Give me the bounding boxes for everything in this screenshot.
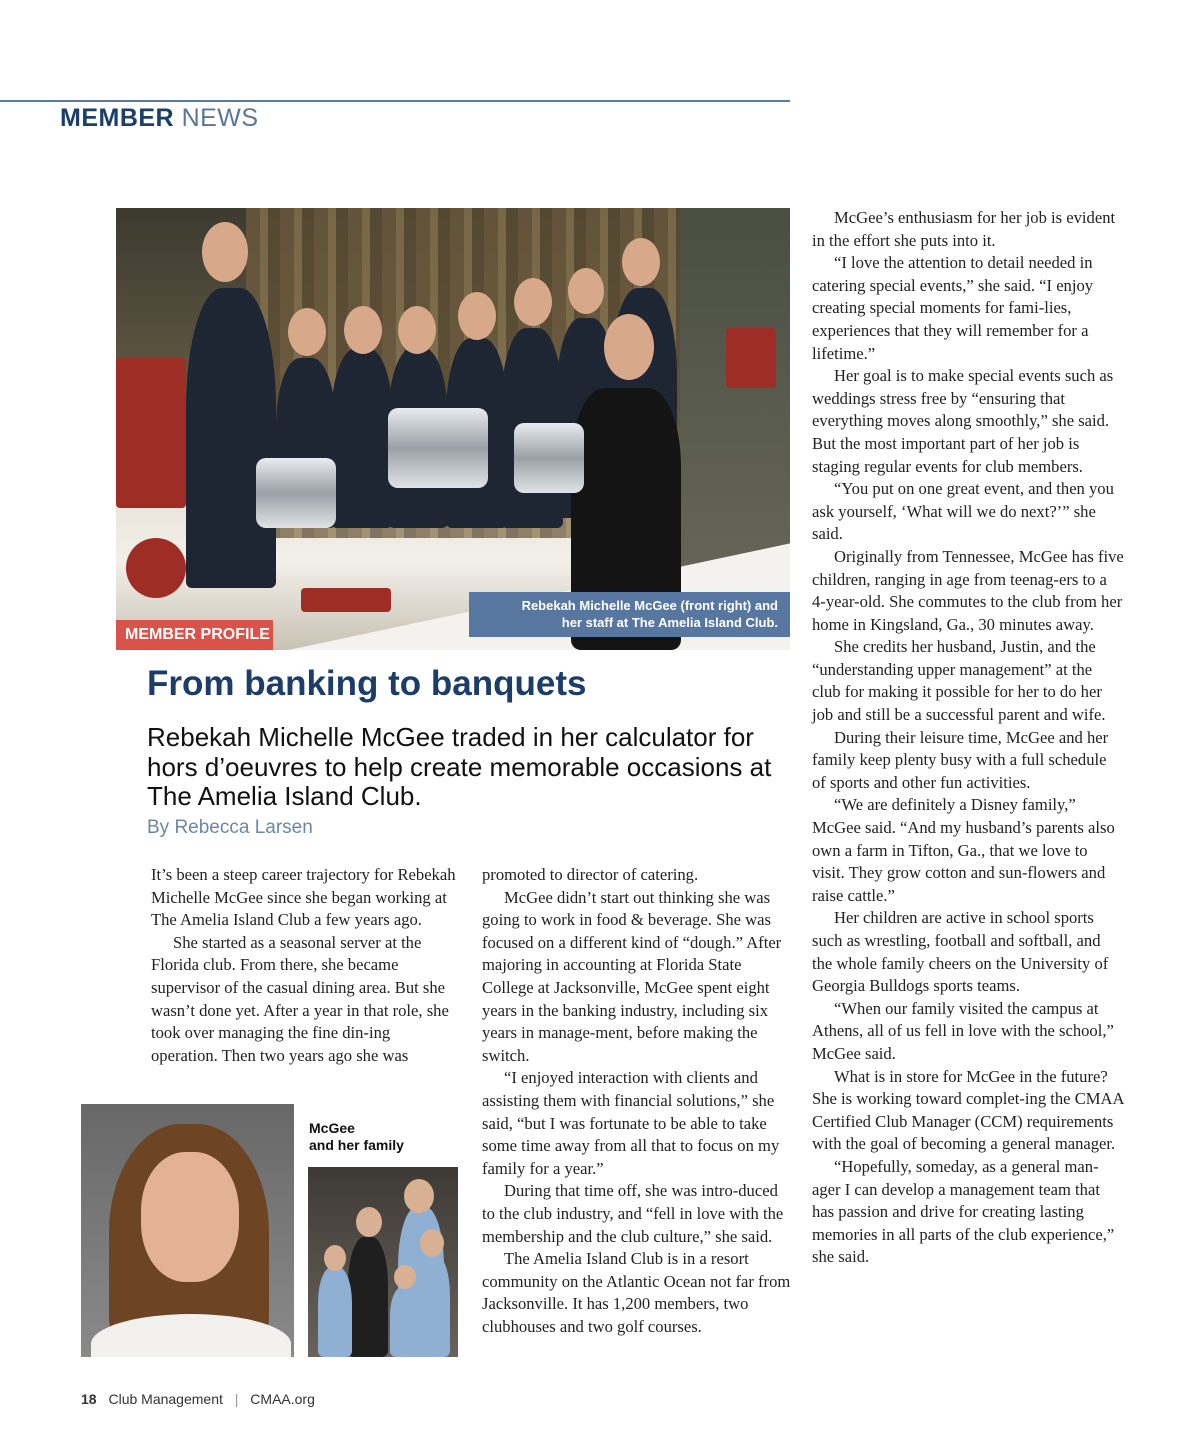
top-rule	[0, 100, 790, 102]
paragraph: She credits her husband, Justin, and the “understanding upper management” at the club for making it possible for her to do her job and still be a successful parent and wife.	[812, 637, 1106, 725]
paragraph: She started as a seasonal server at the Florida club. From there, she became supervisor of the casual dining area. But she wasn’t done yet. After a year in that role, she took over managing the fine din-ing operation. Then two years ago she was	[151, 932, 449, 1065]
hero-photo	[116, 208, 790, 650]
hero-face	[514, 278, 552, 326]
paragraph: promoted to director of catering.	[482, 865, 699, 884]
hero-decoration	[726, 328, 776, 388]
hero-face	[458, 292, 496, 340]
paragraph: “I love the attention to detail needed in catering special events,” she said. “I enjoy creating special moments for fami-lies, experiences that they will remember for a lifetime.”	[812, 253, 1094, 363]
paragraph: “We are definitely a Disney family,” McGee said. “And my husband’s parents also own a farm in Tifton, Ga., that we love to visit. They grow cotton and sun-flowers and raise cattle.”	[812, 795, 1115, 905]
hero-caption-line-1: Rebekah Michelle McGee (front right) and	[521, 598, 778, 613]
family-member	[348, 1237, 388, 1357]
publication-name: Club Management	[108, 1391, 223, 1407]
paragraph: The Amelia Island Club is in a resort community on the Atlantic Ocean not far from Jacksonville. It has 1,200 members, two clubhouses and two golf courses.	[482, 1249, 791, 1336]
hero-photo-caption	[469, 592, 790, 637]
hero-face	[202, 222, 248, 282]
hero-face	[344, 306, 382, 354]
family-face	[356, 1207, 382, 1237]
paragraph: Her children are active in school sports such as wrestling, football and softball, and the whole family cheers on the University of Georgia Bulldogs sports teams.	[812, 908, 1109, 996]
hero-person	[331, 348, 393, 528]
paragraph: Her goal is to make special events such as weddings stress free by “ensuring that everything moves along smoothly,” she said. But the most important part of her job is staging regular events for club members.	[812, 366, 1114, 476]
article-column-2	[482, 864, 792, 1338]
article-column-3	[812, 207, 1124, 1269]
paragraph: During that time off, she was intro-duced to the club industry, and “fell in love with the membership and the club culture,” she said.	[482, 1181, 784, 1246]
footer-separator: |	[234, 1391, 239, 1407]
member-profile-tag: MEMBER PROFILE	[116, 620, 273, 650]
family-caption-line-2: and her family	[309, 1137, 404, 1153]
hero-caption-line-2: her staff at The Amelia Island Club.	[561, 615, 778, 630]
paragraph: During their leisure time, McGee and her family keep plenty busy with a full schedule of sports and other fun activities.	[812, 727, 1109, 792]
paragraph: McGee didn’t start out thinking she was going to work in food & beverage. She was focused on a different kind of “dough.” After majoring in accounting at Florida State College at Jacksonville, McGee spent eight years in the banking industry, including six years in manage-ment, before making the switch.	[482, 887, 782, 1065]
family-photo	[308, 1167, 458, 1357]
paragraph: “Hopefully, someday, as a general man-ager I can develop a management team that has passion and drive for creating lasting memories in all parts of the club experience,” she said.	[812, 1156, 1115, 1267]
hero-napkin	[301, 588, 391, 612]
paragraph: McGee’s enthusiasm for her job is evident in the effort she puts into it.	[812, 208, 1116, 250]
hero-person	[186, 288, 276, 588]
family-face	[324, 1245, 346, 1271]
article-column-1	[151, 864, 461, 1067]
family-member	[318, 1267, 352, 1357]
family-face	[420, 1229, 444, 1257]
article-byline: By Rebecca Larsen	[147, 817, 313, 838]
hero-face	[288, 308, 326, 356]
hero-chafing-dish	[514, 423, 584, 493]
section-label	[60, 104, 259, 133]
hero-face	[568, 268, 604, 314]
paragraph: Originally from Tennessee, McGee has five children, ranging in age from teenag-ers to a 4-year-old. She commutes to the club from her home in Kingsland, Ga., 30 minutes away.	[812, 546, 1124, 634]
page-footer	[81, 1391, 315, 1407]
hero-chafing-dish	[388, 408, 488, 488]
hero-face	[622, 238, 660, 286]
hero-chafing-dish	[256, 458, 336, 528]
family-face	[404, 1179, 434, 1213]
paragraph: What is in store for McGee in the future? She is working toward complet-ing the CMAA Certified Club Manager (CCM) requirements with the goal of becoming a general manager.	[812, 1066, 1124, 1154]
page-number: 18	[81, 1391, 97, 1407]
paragraph: “You put on one great event, and then you ask yourself, ‘What will we do next?’” she said.	[812, 479, 1114, 544]
hero-poinsettia	[126, 538, 186, 598]
section-label-strong: MEMBER	[60, 104, 175, 132]
paragraph: “When our family visited the campus at Athens, all of us fell in love with the school,” McGee said.	[812, 998, 1114, 1063]
portrait-photo	[81, 1104, 294, 1357]
paragraph: “I enjoyed interaction with clients and assisting them with financial solutions,” she said, “but I was fortunate to be able to take some time away from all that to focus on my family for a year.”	[482, 1068, 780, 1178]
section-label-light: NEWS	[181, 104, 259, 132]
family-member	[416, 1255, 450, 1357]
hero-featured-face	[604, 314, 654, 380]
family-face	[394, 1265, 416, 1289]
article-deck: Rebekah Michelle McGee traded in her calculator for hors d’oeuvres to help create memorable occasions at The Amelia Island Club.	[147, 722, 772, 811]
hero-face	[398, 306, 436, 354]
paragraph: It’s been a steep career trajectory for Rebekah Michelle McGee since she began working at The Amelia Island Club a few years ago.	[151, 865, 456, 930]
portrait-face	[141, 1152, 239, 1282]
family-member	[390, 1287, 420, 1357]
family-caption-line-1: McGee	[309, 1120, 355, 1136]
article-headline: From banking to banquets	[147, 664, 587, 703]
publication-site: CMAA.org	[250, 1391, 315, 1407]
hero-gift-box	[116, 358, 186, 508]
family-photo-caption	[309, 1120, 404, 1154]
